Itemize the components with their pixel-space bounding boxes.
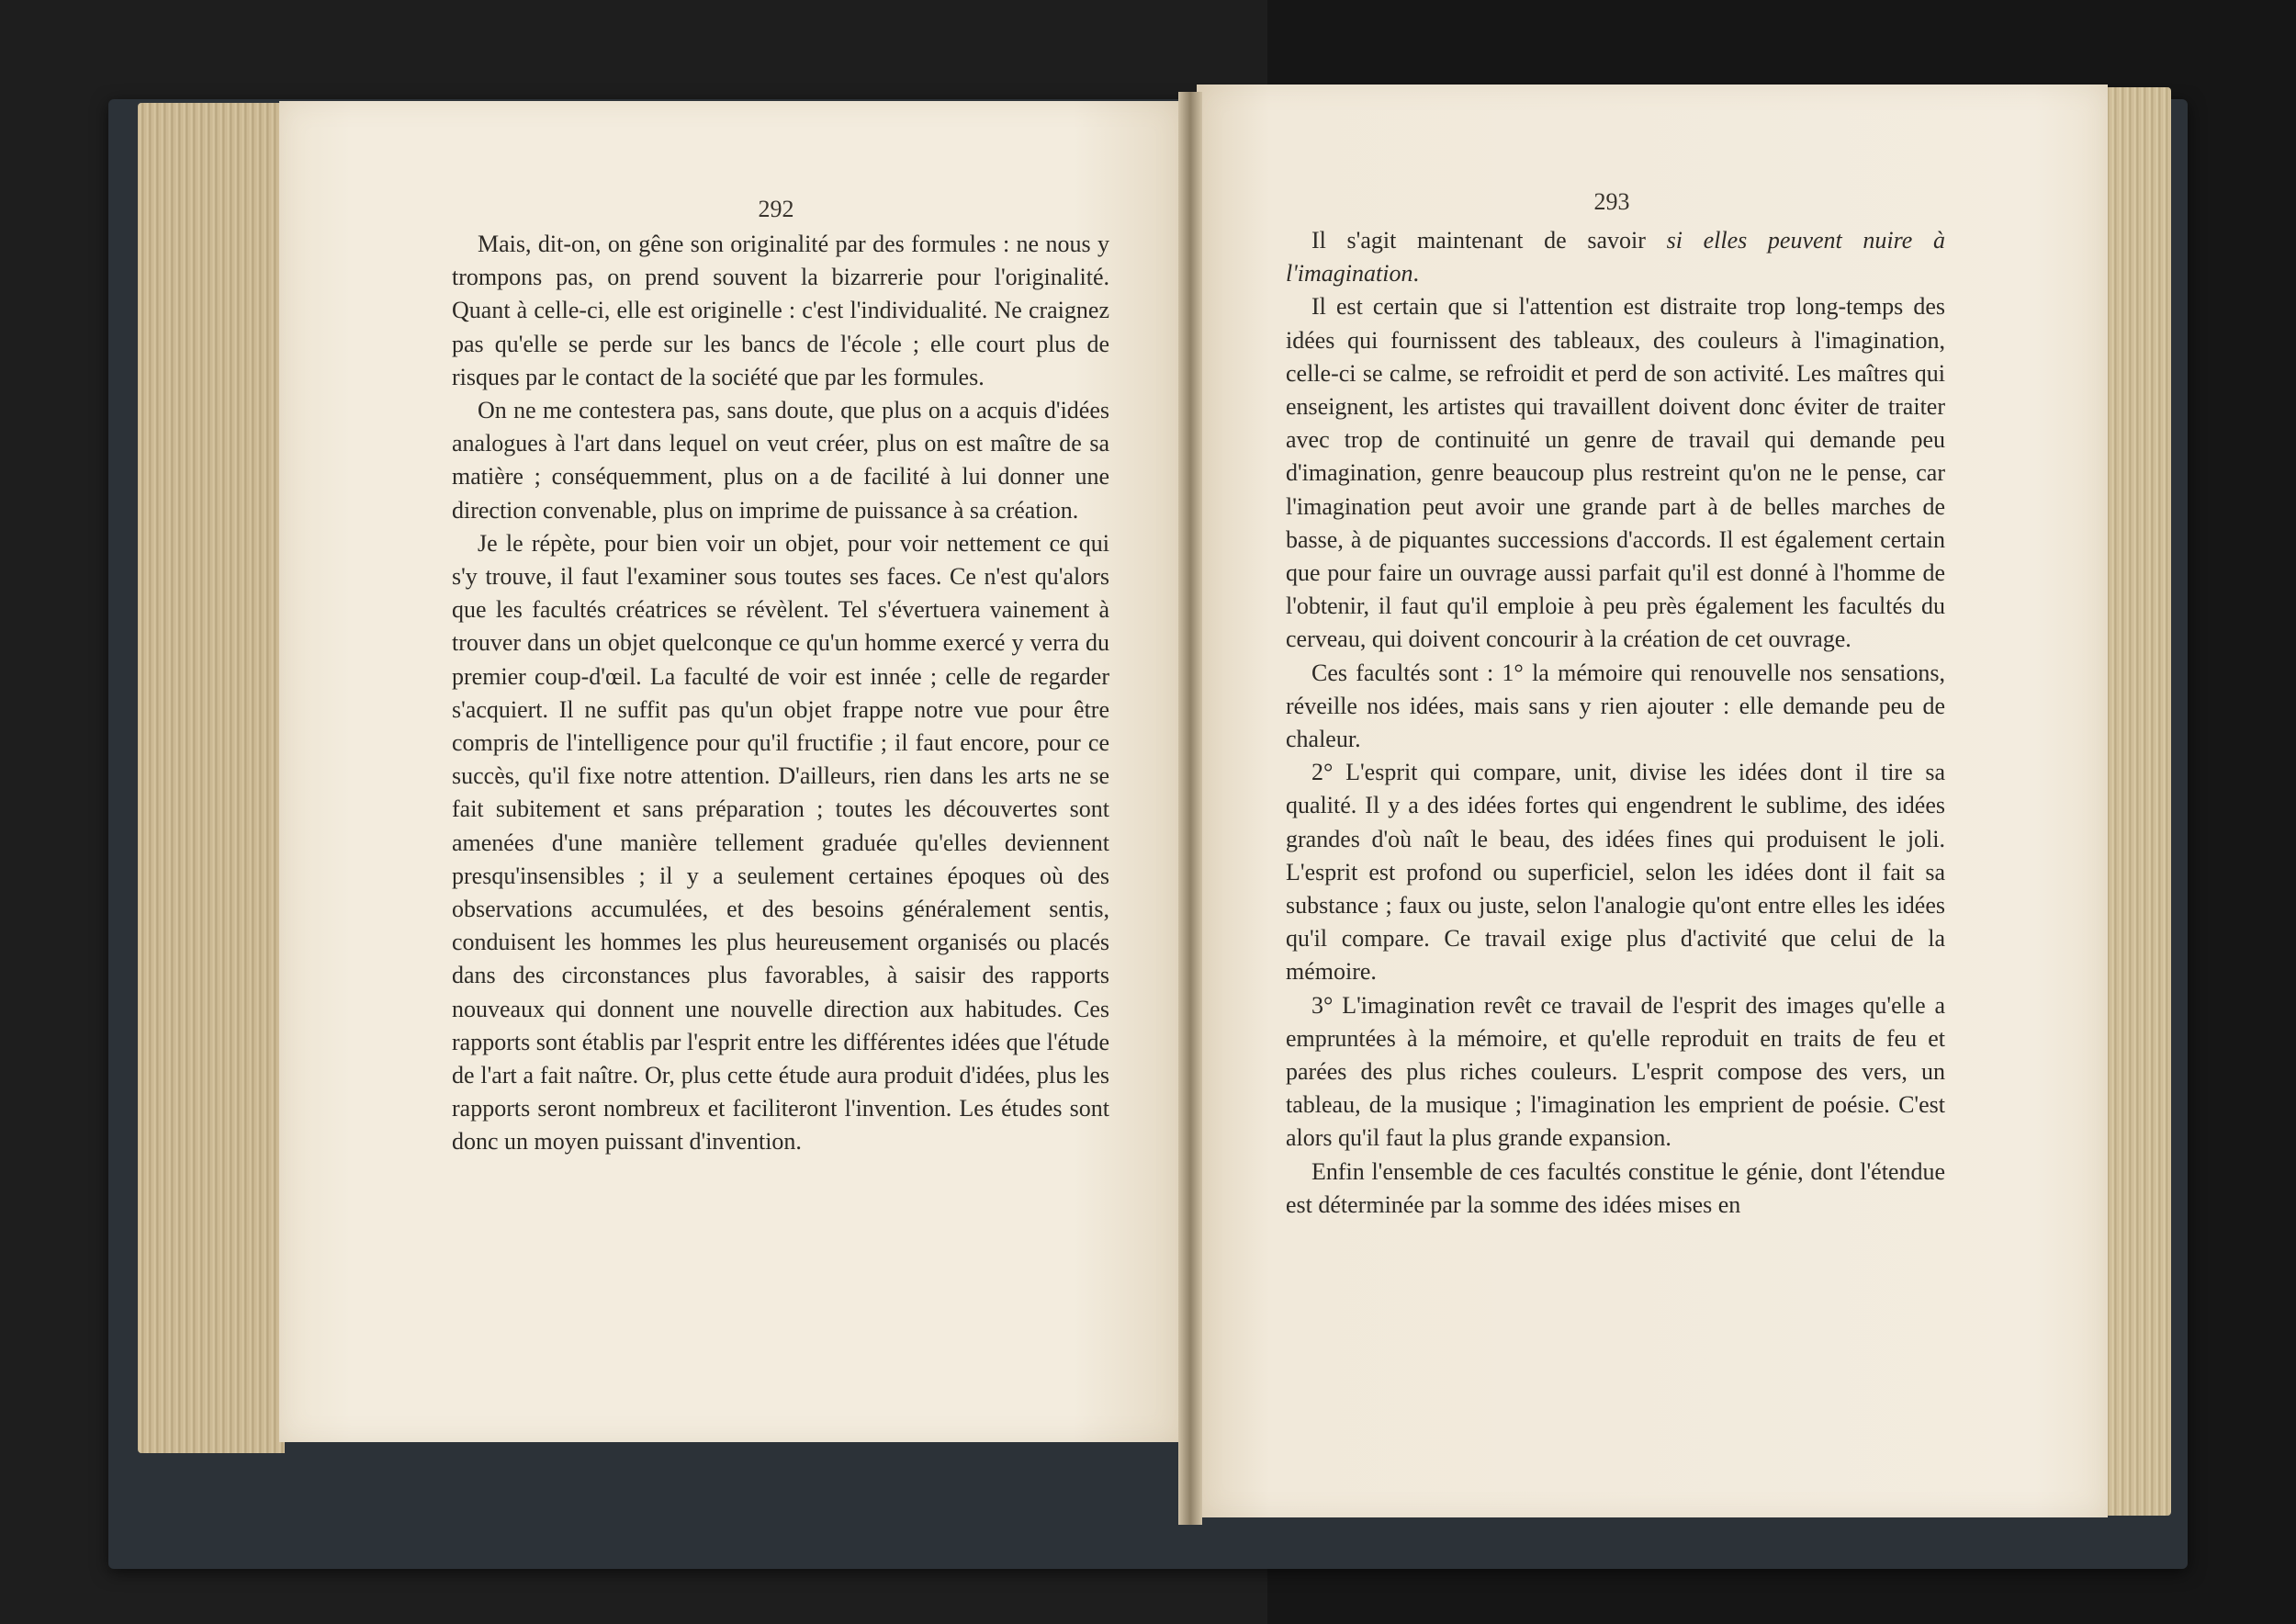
book-gutter xyxy=(1178,92,1202,1525)
left-page-number: 292 xyxy=(758,196,794,222)
page-edges-left xyxy=(138,103,285,1453)
text-span: . xyxy=(1412,260,1419,288)
paragraph: Mais, dit-on, on gêne son originalité par des formules : ne nous y trompons pas, on prend souvent la bizarrerie pour l'originalité. Quant à celle-ci, elle est originelle : c'est l'individualité. Ne craignez pas qu'elle se perde sur les bancs de l'école ; elle court plus de risques par le contact de la société que par les formules. xyxy=(452,231,1109,390)
italic-text: si elles peuvent nuire à l'imagination xyxy=(1286,227,1945,288)
right-page-text xyxy=(1286,224,1945,1222)
paragraph: On ne me contestera pas, sans doute, que plus on a acquis d'idées analogues à l'art dans lequel on veut créer, plus on est maître de sa matière ; conséquemment, plus on a de facilité à lui donner une direction convenable, plus on imprime de puissance à sa création. xyxy=(452,397,1109,524)
paragraph: Enfin l'ensemble de ces facultés constitue le génie, dont l'étendue est déterminée par la somme des idées mises en xyxy=(1286,1157,1945,1218)
text-span: Il s'agit maintenant de savoir xyxy=(1311,227,1667,254)
paragraph: 2° L'esprit qui compare, unit, divise les idées dont il tire sa qualité. Il y a des idées fortes qui engendrent le sublime, des idées grandes d'où naît le beau, des idées fines qui produisent le joli. L'esprit est profond ou superficiel, selon les idées dont il fait sa substance ; faux ou juste, selon l'analogie qu'ont entre elles les idées qu'il compare. Ce travail exige plus d'activité que celui de la mémoire. xyxy=(1286,759,1945,986)
right-page-number: 293 xyxy=(1593,188,1630,215)
page-edges-right xyxy=(2103,87,2171,1516)
paragraph: Il est certain que si l'attention est distraite trop long-temps des idées qui fournissent des tableaux, des couleurs à l'imagination, celle-ci se calme, se refroidit et perd de son activité. Les maîtres qui enseignent, les artistes qui travaillent doivent donc éviter de traiter avec trop de continuité un genre de travail qui demande peu d'imagination, genre beaucoup plus restreint qu'on ne le pense, car l'imagination peut avoir une grande part à de belles marches de basse, à de piquantes successions d'accords. Il est également certain que pour faire un ouvrage aussi parfait qu'il est donné à l'homme de l'obtenir, il faut qu'il emploie à peu près également les facultés du cerveau, qui doivent concourir à la création de cet ouvrage. xyxy=(1286,293,1945,653)
paragraph: Ces facultés sont : 1° la mémoire qui renouvelle nos sensations, réveille nos idées, mais sans y rien ajouter : elle demande peu de chaleur. xyxy=(1286,659,1945,753)
paragraph xyxy=(1286,224,1945,290)
paragraph: Je le répète, pour bien voir un objet, pour voir nettement ce qui s'y trouve, il faut l'examiner sous toutes ses faces. Ce n'est qu'alors que les facultés créatrices se révèlent. Tel s'évertuera vainement à trouver dans un objet quelconque ce qu'un homme exercé y verra du premier coup-d'œil. La faculté de voir est innée ; celle de regarder s'acquiert. Il ne suffit pas qu'un objet frappe notre vue pour être compris de l'intelligence pour qu'il fructifie ; il faut encore, pour ce succès, qu'il fixe notre attention. D'ailleurs, rien dans les arts ne se fait subitement et sans préparation ; toutes les découvertes sont amenées d'une manière tellement graduée qu'elles deviennent presqu'insensibles ; il y a seulement certaines époques où des observations accumulées, et des besoins généralement sentis, conduisent les hommes les plus heureusement organisés ou placés dans des circonstances plus favorables, à saisir des rapports nouveaux qui donnent une nouvelle direction aux habitudes. Ces rapports sont établis par l'esprit entre les différentes idées que l'étude de l'art a fait naître. Or, plus cette étude aura produit d'idées, plus les rapports seront nombreux et faciliteront l'invention. Les études sont donc un moyen puissant d'invention. xyxy=(452,529,1109,1156)
paragraph: 3° L'imagination revêt ce travail de l'esprit des images qu'elle a empruntées à la mémoire, et qu'elle reproduit en traits de feu et parées des plus riches couleurs. L'esprit compose des vers, un tableau, de la musique ; l'imagination les emprient de poésie. C'est alors qu'il faut la plus grande expansion. xyxy=(1286,991,1945,1152)
left-page-text xyxy=(452,228,1109,1159)
